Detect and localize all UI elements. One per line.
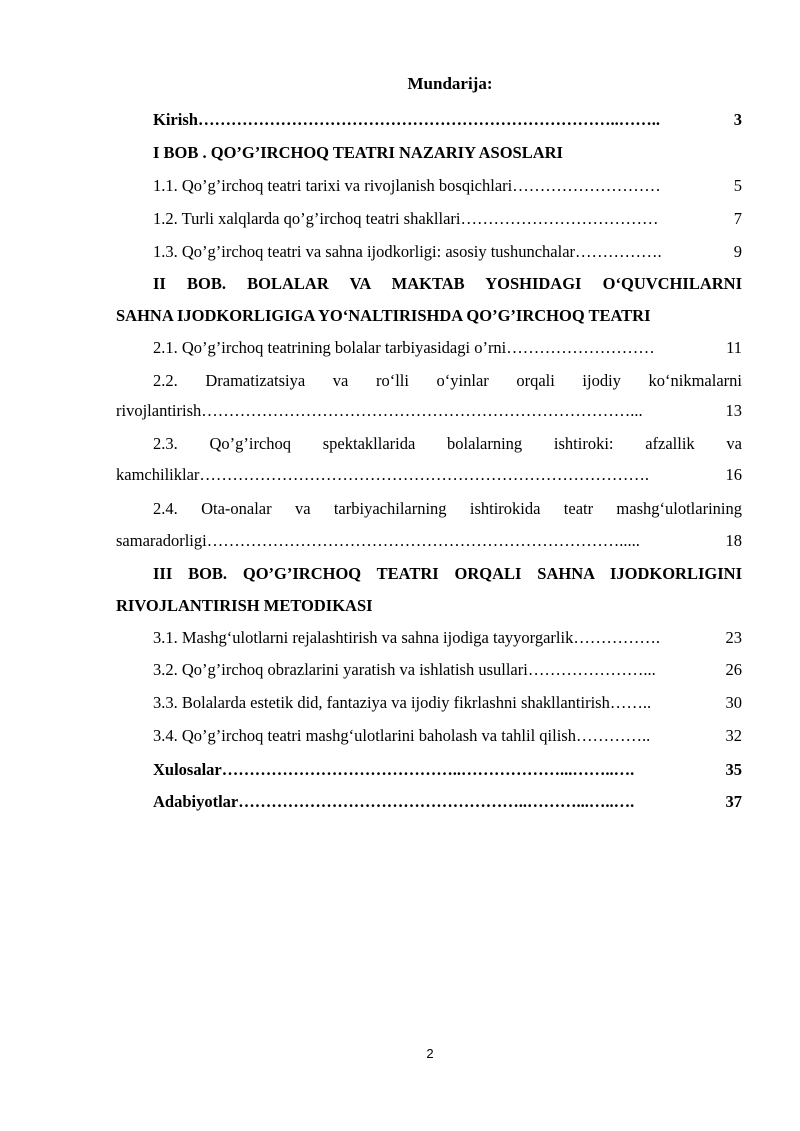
toc-entry-label: Xulosalar [153,760,222,779]
toc-leader-dots: ………….. [575,726,651,745]
toc-entry-label: 3.1. Mashg‘ulotlarni rejalashtirish va sahna ijodiga tayyorgarlik [153,628,574,647]
toc-page-number: 23 [725,628,742,647]
toc-entry-kirish[interactable] [153,107,742,133]
toc-leader-dots: ……………………… [512,176,661,195]
toc-page-number: 37 [725,792,742,811]
toc-leader-dots: …………………………………………………………………..…….. [197,110,660,129]
toc-leader-dots: ……………. [573,628,660,647]
toc-page-number: 32 [725,726,742,745]
toc-page-number: 7 [733,209,742,228]
toc-entry-label: 3.3. Bolalarda estetik did, fantaziya va ijodiy fikrlashni shakllantirish [153,693,610,712]
toc-leader-dots: ……………. [575,242,662,261]
toc-page-number: 18 [725,531,742,550]
toc-entry-label: 1.3. Qo’g’irchoq teatri va sahna ijodkorligi: asosiy tushunchalar [153,242,576,261]
toc-entry-3-1[interactable] [153,625,742,651]
toc-page-number: 5 [733,176,742,195]
toc-page-number: 9 [733,242,742,261]
toc-entry-label: samaradorligi [116,531,207,550]
toc-entry-label: 2.1. Qo’g’irchoq teatrining bolalar tarbiyasidagi o’rni [153,338,507,357]
toc-entry-2-4[interactable] [116,528,742,554]
toc-page-number: 3 [733,110,742,129]
toc-entry-label: Adabiyotlar [153,792,239,811]
toc-entry-2-3[interactable] [116,462,742,488]
toc-entry-1-2[interactable] [153,206,742,232]
toc-entry-label: 3.2. Qo’g’irchoq obrazlarini yaratish va ishlatish usullari [153,660,528,679]
toc-page-number: 26 [725,660,742,679]
toc-entry-label: 1.1. Qo’g’irchoq teatri tarixi va rivojlanish bosqichlari [153,176,513,195]
toc-leader-dots: …………………... [527,660,656,679]
toc-entry-adabiyotlar[interactable] [153,789,742,815]
toc-title: Mundarija: [407,74,493,93]
toc-entry-3-3[interactable] [153,690,742,716]
toc-page-number: 30 [725,693,742,712]
toc-entry-2-1[interactable] [153,335,742,361]
toc-page-number: 16 [725,465,742,484]
toc-leader-dots: ……………………………………..………………...……..…. [221,760,635,779]
toc-page-number: 11 [726,338,742,357]
toc-leader-dots: …….. [609,693,652,712]
chapter-3-heading-line2[interactable]: RIVOJLANTIRISH METODIKASI [116,596,373,615]
toc-entry-label: 1.2. Turli xalqlarda qo’g’irchoq teatri shakllari [153,209,461,228]
chapter-3-heading-line1[interactable]: III BOB. QO’G’IRCHOQ TEATRI ORQALI SAHNA IJODKORLIGINI [153,564,742,583]
chapter-2-heading-line1[interactable]: II BOB. BOLALAR VA MAKTAB YOSHIDAGI O‘QUVCHILARNI [153,274,742,293]
chapter-2-heading-line2[interactable]: SAHNA IJODKORLIGIGA YO‘NALTIRISHDA QO’G’IRCHOQ TEATRI [116,306,651,325]
toc-entry-3-4[interactable] [153,723,742,749]
toc-leader-dots: ……………………… [506,338,655,357]
toc-entry-1-1[interactable] [153,173,742,199]
toc-entry-3-2[interactable] [153,657,742,683]
toc-page-number: 35 [725,760,742,779]
toc-entry-xulosalar[interactable] [153,757,742,783]
toc-entry-2-2-line1[interactable]: 2.2. Dramatizatsiya va ro‘lli o‘yinlar orqali ijodiy ko‘nikmalarni [153,371,742,390]
toc-leader-dots: ………………………………………………………………………. [199,465,650,484]
toc-entry-label: kamchiliklar [116,465,200,484]
page-number: 2 [426,1046,434,1061]
toc-leader-dots: ……………………………………………..………...…..…. [238,792,635,811]
toc-entry-2-4-line1[interactable]: 2.4. Ota-onalar va tarbiyachilarning ishtirokida teatr mashg‘ulotlarining [153,499,742,518]
toc-entry-label: 3.4. Qo’g’irchoq teatri mashg‘ulotlarini baholash va tahlil qilish [153,726,576,745]
toc-page-number: 13 [725,401,742,420]
toc-entry-label: Kirish [153,110,198,129]
toc-leader-dots: ……………………………………………………………………... [201,401,643,420]
toc-leader-dots: ……………………………… [460,209,659,228]
toc-entry-2-2[interactable] [116,398,742,424]
chapter-1-heading[interactable]: I BOB . QO’G’IRCHOQ TEATRI NAZARIY ASOSLARI [153,143,563,162]
toc-leader-dots: …………………………………………………………………..... [206,531,640,550]
toc-entry-1-3[interactable] [153,239,742,265]
toc-entry-2-3-line1[interactable]: 2.3. Qo’g’irchoq spektakllarida bolalarning ishtiroki: afzallik va [153,434,742,453]
toc-entry-label: rivojlantirish [116,401,202,420]
